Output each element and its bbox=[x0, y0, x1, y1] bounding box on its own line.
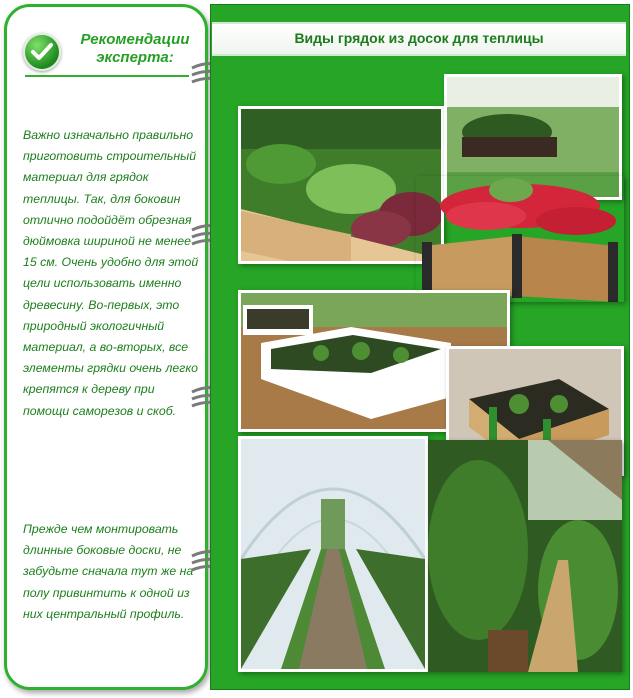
photo-greenhouse-interior bbox=[238, 436, 428, 672]
advice-title: Рекомендации эксперта: bbox=[80, 31, 190, 66]
photo-wooden-beds-lettuce bbox=[238, 106, 444, 264]
panel-banner bbox=[212, 22, 626, 56]
panel-title: Виды грядок из досок для теплицы bbox=[294, 30, 544, 46]
advice-paragraph-2: Прежде чем монтировать длинные боковые доски, не забудьте сначала тут же на полу привинтить к одной из них центральный профиль. bbox=[23, 522, 194, 621]
photo-tomato-greenhouse bbox=[428, 440, 622, 672]
checkmark-icon bbox=[23, 33, 61, 71]
advice-paragraph-1: Важно изначально правильно приготовить строительный материал для грядок теплицы. Так, для боковин отлично подойдёт обрезная дюймовка шириной не менее 15 см. Очень удобно для этой цели использовать именно древесину. Во-первых, это природный экологичный материал, а во-вторых, все элементы грядки очень легко крепятся к дереву при помощи саморезов и скоб. bbox=[23, 128, 199, 418]
photo-modular-bed-flowers bbox=[416, 176, 624, 302]
expert-advice-card bbox=[4, 4, 208, 690]
advice-divider bbox=[25, 75, 189, 77]
